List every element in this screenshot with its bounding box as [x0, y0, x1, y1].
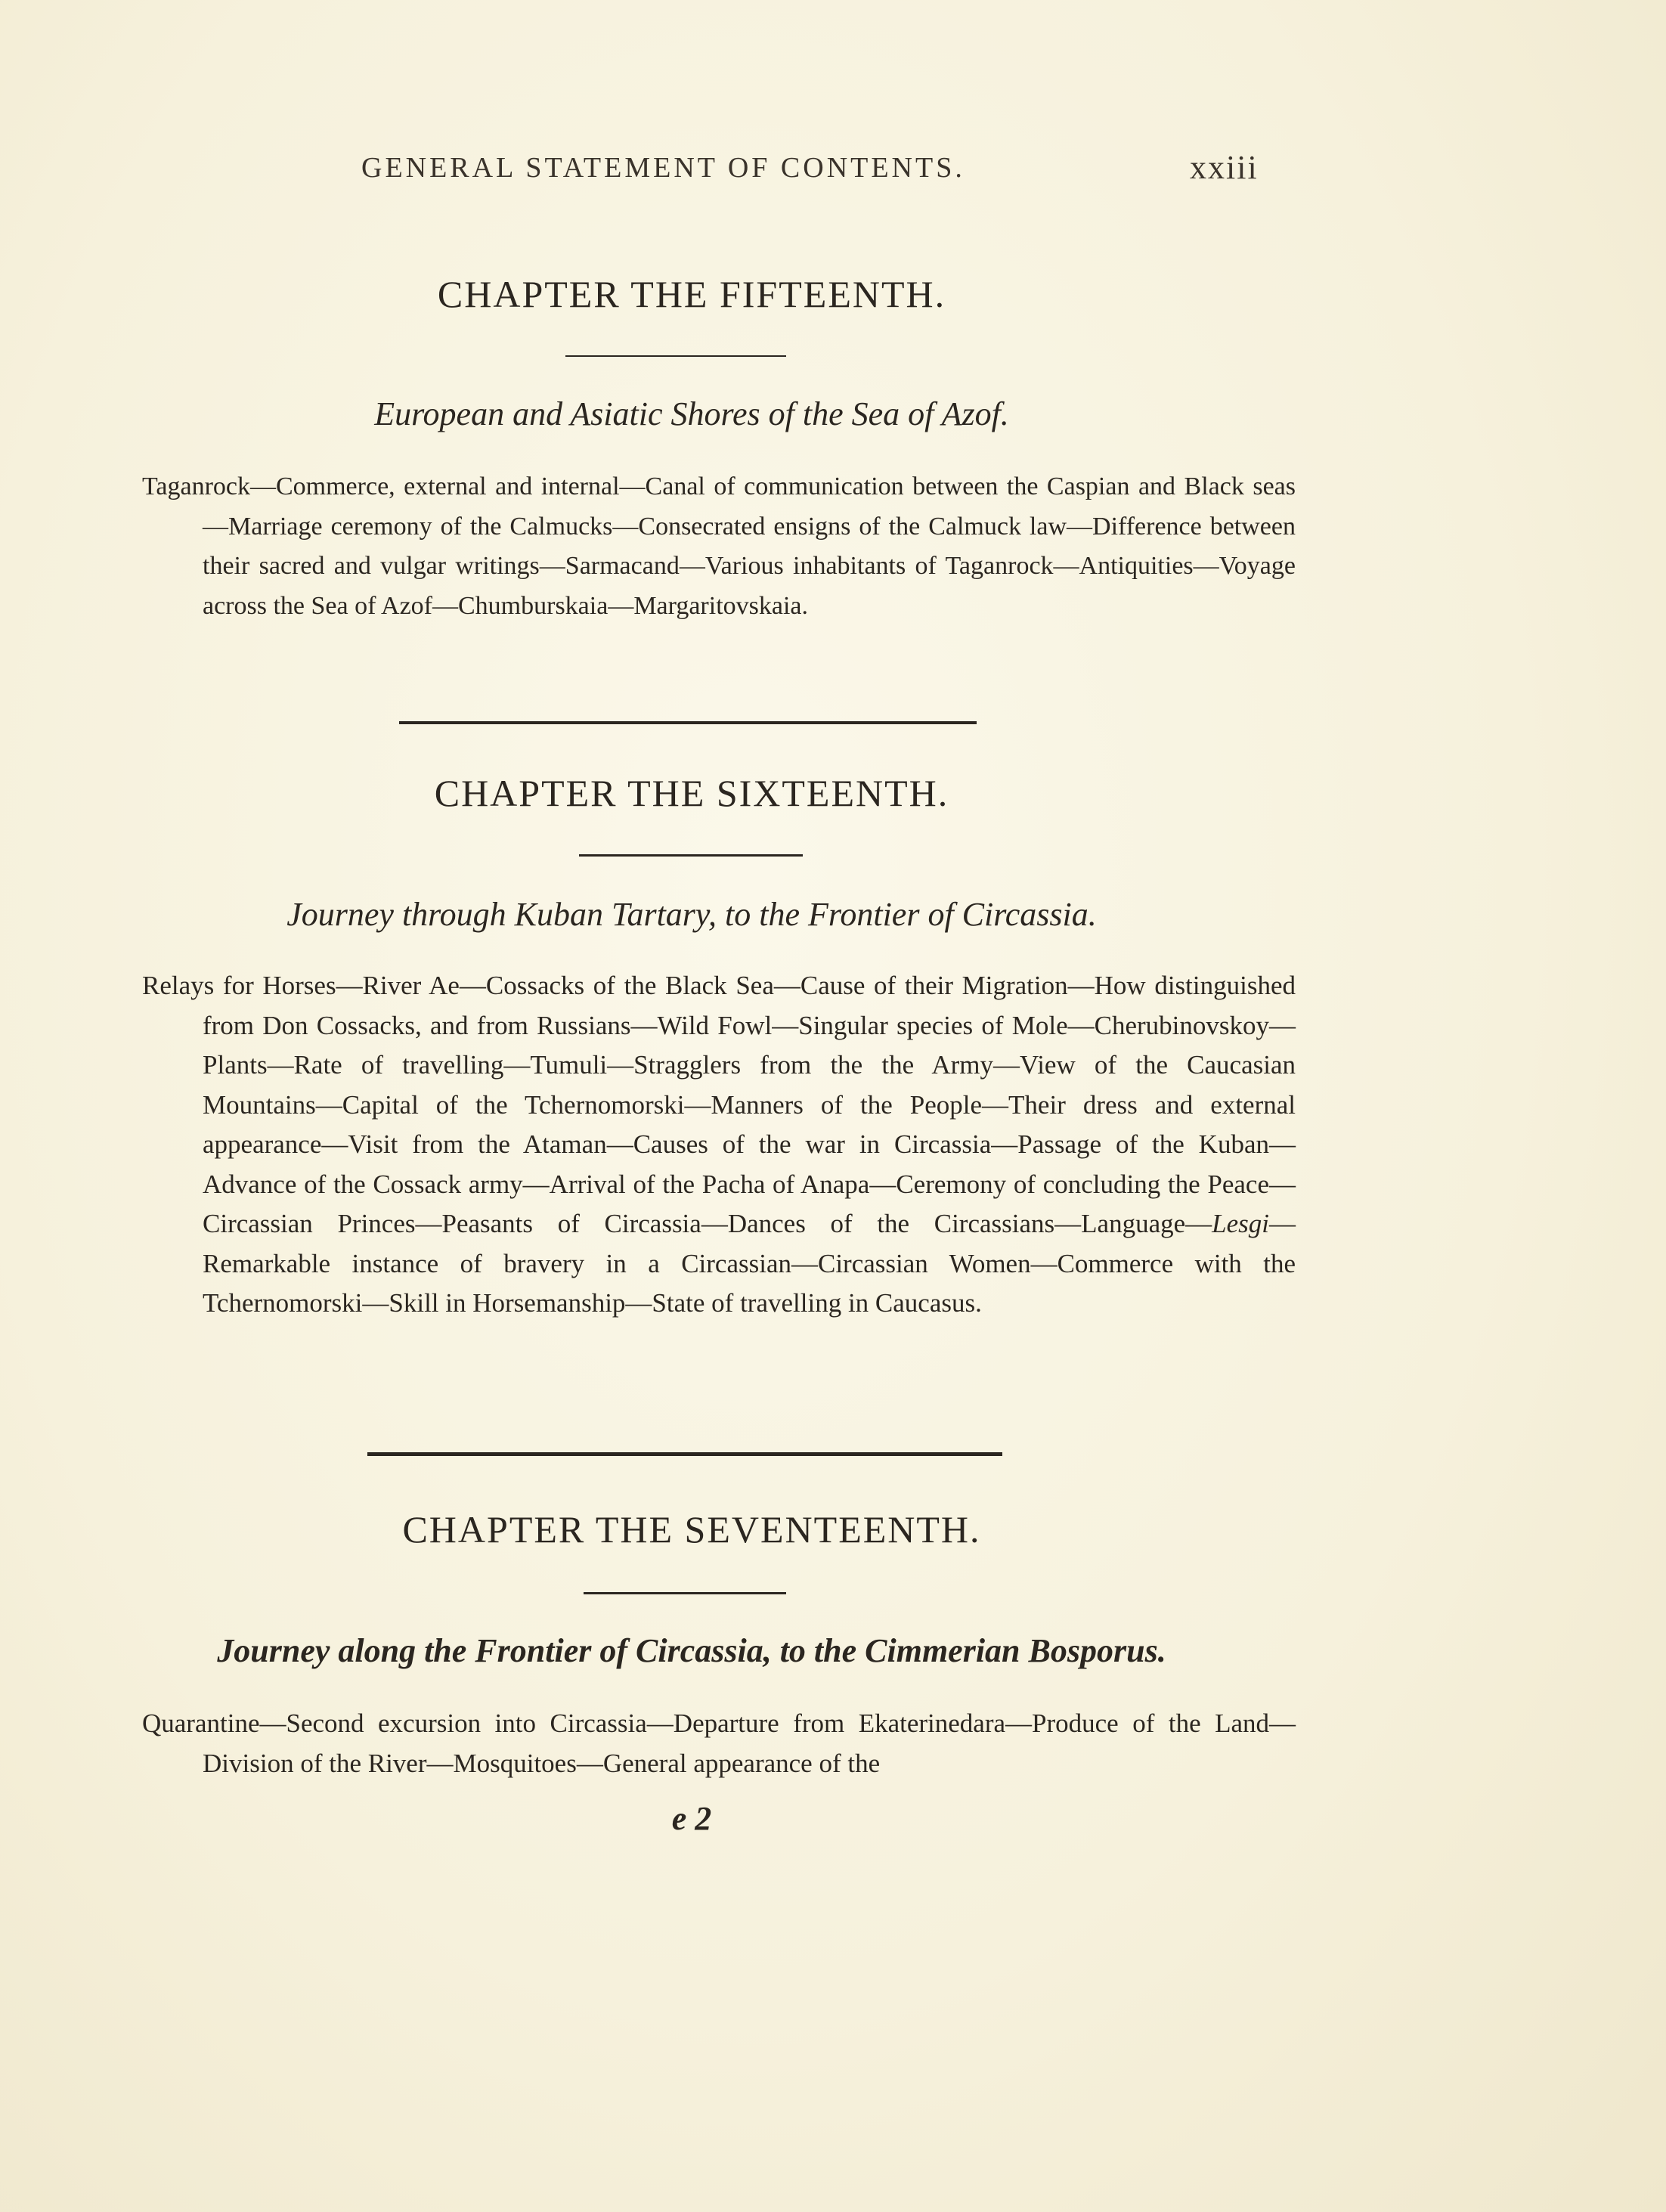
chapter-16-summary-italic: Lesgi — [1212, 1209, 1269, 1238]
chapter-15-title: CHAPTER THE FIFTEENTH. — [437, 273, 946, 315]
chapter-16-summary-rest: —Remarkable instance of bravery in a Circassian—Circassian Women—Commerce with the Tchernomorski—Skill in Horsemanship—State of travelling in Caucasus. — [203, 1209, 1296, 1318]
chapter-17-summary: Quarantine—Second excursion into Circassia—Departure from Ekaterinedara—Produce of the Land—Division of the River—Mosquitoes—General appearance of the — [142, 1709, 1296, 1778]
chapter-15-summary: Taganrock—Commerce, external and internal—Canal of communication between the Caspian and Black seas—Marriage ceremony of the Calmucks—Consecrated ensigns of the Calmuck law—Difference between their sacred and vulgar writings—Sarmacand—Various inhabitants of Taganrock—Antiquities—Voyage across the Sea of Azof—Chumburskaia—Margaritovskaia. — [142, 472, 1296, 620]
section-divider-2 — [367, 1452, 1002, 1456]
chapter-16-summary-text: Relays for Horses—River Ae—Cossacks of the Black Sea—Cause of their Migration—How distinguished from Don Cossacks, and from Russians—Wild Fowl—Singular species of Mole—Cherubinovskoy—Plants—Rate of travelling—Tumuli—Stragglers from the the Army—View of the Caucasian Mountains—Capital of the Tchernomorski—Manners of the People—Their dress and external appearance—Visit from the Ataman—Causes of the war in Circassia—Passage of the Kuban—Advance of the Cossack army—Arrival of the Pacha of Anapa—Ceremony of concluding the Peace—Circassian Princes—Peasants of Circassia—Dances of the Circassians—Language— — [142, 971, 1296, 1238]
section-divider-1 — [399, 721, 977, 724]
chapter-16-summary — [142, 966, 1296, 1324]
running-head: GENERAL STATEMENT OF CONTENTS. — [361, 152, 965, 184]
chapter-16-rule — [579, 854, 803, 857]
chapter-15-rule — [565, 355, 786, 357]
chapter-16-subtitle: Journey through Kuban Tartary, to the Frontier of Circassia. — [286, 896, 1097, 933]
signature-mark: e 2 — [671, 1800, 712, 1837]
chapter-16-title: CHAPTER THE SIXTEENTH. — [434, 772, 949, 814]
chapter-17-rule — [584, 1592, 786, 1594]
chapter-17-subtitle: Journey along the Frontier of Circassia, to the Cimmerian Bosporus. — [217, 1632, 1166, 1669]
chapter-15-subtitle: European and Asiatic Shores of the Sea of Azof. — [374, 395, 1009, 432]
page-number: xxiii — [1190, 149, 1259, 186]
chapter-17-title: CHAPTER THE SEVENTEENTH. — [402, 1508, 981, 1551]
